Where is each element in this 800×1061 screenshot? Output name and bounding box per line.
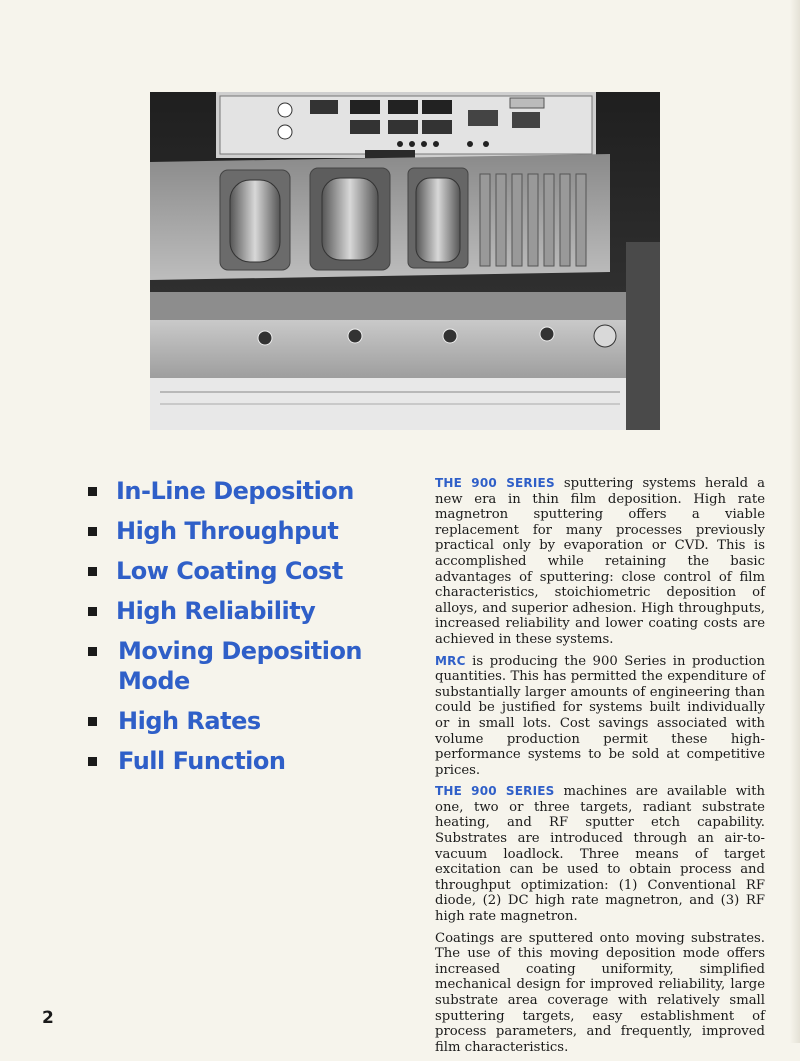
paragraph [435,476,765,648]
paragraph [435,784,765,924]
bullet-icon [88,717,97,726]
feature-label: High Throughput [116,517,339,545]
feature-list [88,476,408,786]
paragraph [435,931,765,1056]
feature-label: Moving Deposition Mode [118,637,363,695]
page-edge [790,0,800,1043]
feature-item [88,476,408,506]
page-number: 2 [42,1008,54,1028]
feature-label: Low Coating Cost [116,557,343,585]
feature-item [88,596,408,626]
paragraph [435,654,765,779]
feature-label: Full Function [118,747,286,775]
paragraph-text: machines are available with one, two or three targets, radiant substrate heating, and RF sputter etch capability. Substrates are introduced through an air-to-vacuum loadlock. Three means of target excitation can be used to obtain process and throughput optimization: (1) Conventional RF diode, (2) DC high rate magnetron, and (3) RF high rate magnetron. [435,784,765,925]
paragraph-text: sputtering systems herald a new era in thin film deposition. High rate magnetron sputtering offers a viable replacement for many processes previously practical only by evaporation or CVD. This is accomplished while retaining the basic advantages of sputtering: close control of film characteristics, stoichiometric deposition of alloys, and superior adhesion. High throughputs, increased reliability and lower coating costs are achieved in these systems. [435,476,765,647]
bullet-icon [88,757,97,766]
bullet-icon [88,567,97,576]
bullet-icon [88,607,97,616]
paragraph-lead: THE 900 SERIES [435,476,555,490]
feature-label: High Reliability [116,597,316,625]
body-text [435,476,765,1061]
feature-item [88,706,408,736]
sputtering-system-photo [150,92,660,430]
bullet-icon [88,647,97,656]
paragraph-text: Coatings are sputtered onto moving substrates. The use of this moving deposition mode offers increased coating uniformity, simplified mechanical design for improved reliability, large substrate area coverage with relatively small sputtering targets, easy establishment of process parameters, and frequently, improved film characteristics. [435,930,765,1055]
feature-item [88,746,408,776]
paragraph-lead: THE 900 SERIES [435,784,555,799]
paragraph-text: is producing the 900 Series in production quantities. This has permitted the expenditure of substantially larger amounts of engineering than could be justified for systems built individually or in small lots. Cost savings associated with volume production permit these high-performance systems to be sold at competitive prices. [435,653,765,778]
feature-item [88,556,408,586]
paragraph-lead: MRC [435,653,466,668]
feature-label: In-Line Deposition [116,477,354,505]
feature-item [88,636,408,696]
bullet-icon [88,487,97,496]
feature-label: High Rates [118,707,261,735]
feature-item [88,516,408,546]
bullet-icon [88,527,97,536]
